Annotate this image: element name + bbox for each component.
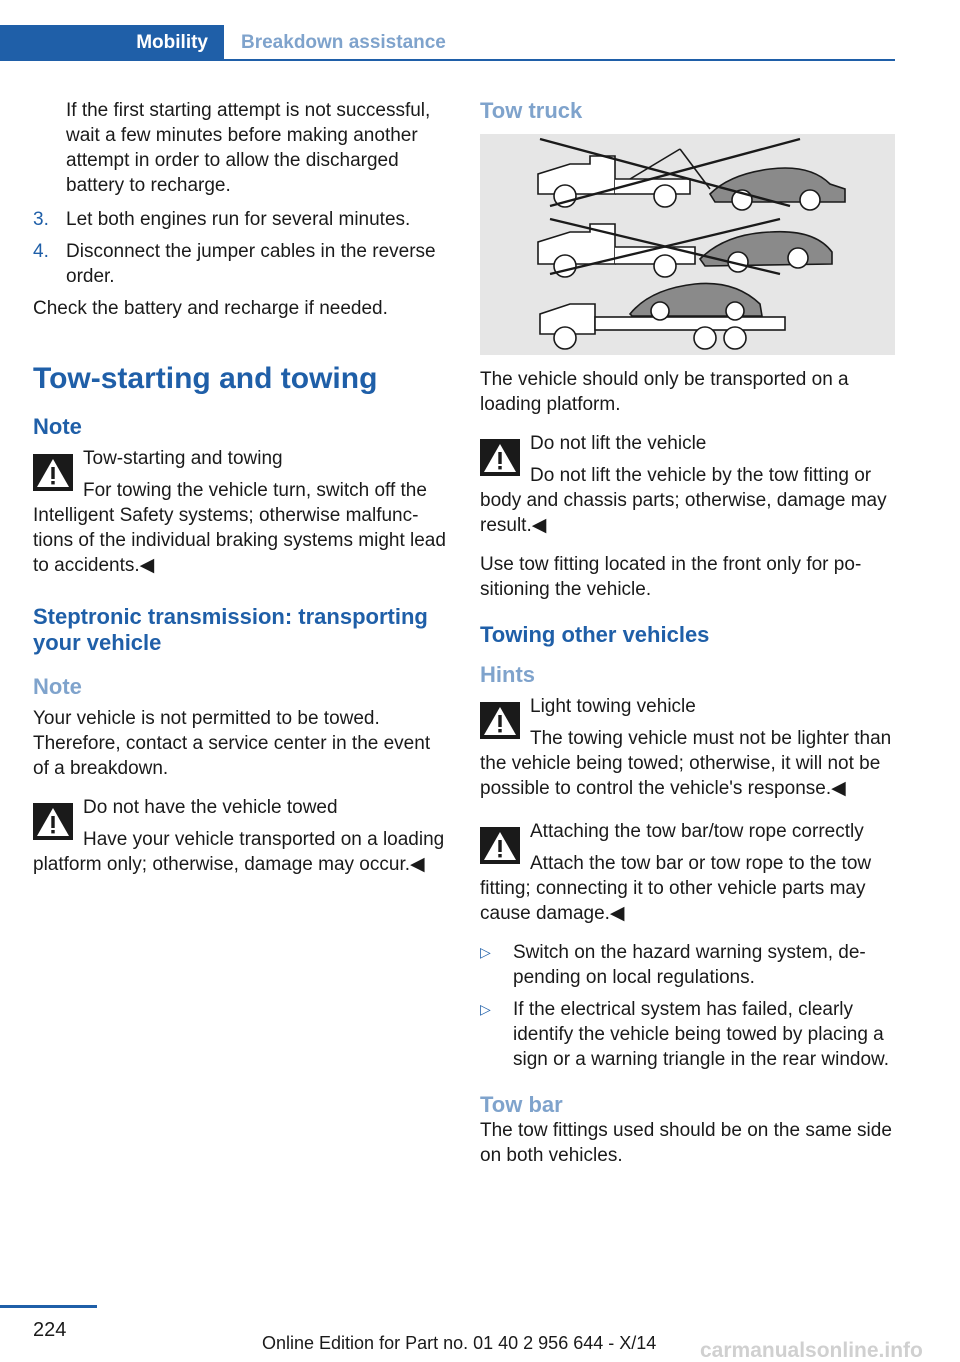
- warning-title: Tow-starting and towing: [83, 448, 283, 469]
- front-fitting-text: Use tow fitting located in the front only for positioning the vehicle.: [480, 554, 862, 600]
- warning-triangle-icon: [480, 439, 520, 476]
- section-title: Tow-starting and towing: [33, 362, 378, 395]
- tow-method-flatbed: [540, 283, 785, 349]
- list-item: [480, 997, 895, 1072]
- note-heading: Note: [33, 674, 82, 699]
- watermark: carmanualsonline.info: [700, 1339, 923, 1362]
- step-item-4: [33, 239, 448, 289]
- step-number: 3.: [33, 209, 49, 230]
- step-continuation: If the first starting attempt is not successful, wait a few minutes before making another attempt in order to allow the discharged battery to recharge.: [66, 100, 431, 196]
- page-number: 224: [33, 1319, 67, 1341]
- list-item-text: If the electrical system has failed, clearly identify the vehicle being towed by placing a sign or a warning triangle in the rear window.: [513, 999, 889, 1070]
- note-text: Your vehicle is not permitted to be towed. Therefore, contact a service center in the event of a breakdown.: [33, 708, 431, 779]
- warning-title: Do not lift the vehicle: [530, 433, 707, 454]
- list-item-text: Switch on the hazard warning system, depending on local regulations.: [513, 942, 866, 988]
- left-column: [33, 98, 448, 891]
- warning-text: For towing the vehicle turn, switch off the Intelligent Safety systems; otherwise malfunctions of the individual braking systems might lead to accidents.◀: [33, 480, 446, 576]
- note-heading: Note: [33, 414, 82, 439]
- footer-rule: [0, 1305, 97, 1308]
- warning-text: Have your vehicle transported on a loading platform only; otherwise, damage may occur.◀: [33, 829, 445, 875]
- page-header: [0, 25, 895, 61]
- warning-block: [480, 694, 895, 801]
- tow-bar-heading: Tow bar: [480, 1092, 563, 1117]
- warning-block: [480, 431, 895, 538]
- warning-block: [33, 795, 448, 877]
- warning-block: [33, 446, 448, 578]
- warning-text: Do not lift the vehicle by the tow fitting or body and chassis parts; otherwise, damage may result.◀: [480, 465, 887, 536]
- check-battery-text: Check the battery and recharge if needed.: [33, 298, 388, 319]
- transport-text: The vehicle should only be transported on a loading platform.: [480, 369, 849, 415]
- warning-text: Attach the tow bar or tow rope to the tow fitting; connecting it to other vehicle parts may cause damage.◀: [480, 853, 872, 924]
- towing-other-heading: Towing other vehicles: [480, 622, 710, 647]
- warning-triangle-icon: [480, 827, 520, 864]
- warning-block: [480, 819, 895, 926]
- triangle-bullet-icon: ▷: [480, 1001, 491, 1017]
- warning-triangle-icon: [480, 702, 520, 739]
- warning-title: Attaching the tow bar/tow rope correctly: [530, 821, 864, 842]
- tow-truck-heading: Tow truck: [480, 98, 583, 123]
- step-number: 4.: [33, 241, 49, 262]
- step-item-3: [33, 207, 448, 232]
- list-item: [480, 940, 895, 990]
- warning-triangle-icon: [33, 454, 73, 491]
- hints-heading: Hints: [480, 662, 535, 687]
- step-text: Let both engines run for several minutes.: [66, 209, 411, 230]
- chapter-tab[interactable]: Mobility: [0, 25, 224, 61]
- warning-title: Do not have the vehicle towed: [83, 797, 338, 818]
- tow-truck-illustration: [480, 134, 895, 355]
- section-tab[interactable]: Breakdown assistance: [241, 32, 446, 53]
- step-text: Disconnect the jumper cables in the reverse order.: [66, 241, 436, 287]
- tow-truck-diagram: [480, 134, 895, 355]
- warning-title: Light towing vehicle: [530, 696, 696, 717]
- triangle-bullet-icon: ▷: [480, 944, 491, 960]
- edition-text: Online Edition for Part no. 01 40 2 956 644 - X/14: [262, 1333, 657, 1353]
- subsection-heading: Steptronic transmission: transporting your vehicle: [33, 604, 428, 655]
- warning-triangle-icon: [33, 803, 73, 840]
- warning-text: The towing vehicle must not be lighter than the vehicle being towed; otherwise, it will not be possible to control the vehicle's response.◀: [480, 728, 892, 799]
- tow-bar-text: The tow fittings used should be on the same side on both vehicles.: [480, 1120, 892, 1166]
- right-column: [480, 98, 895, 1177]
